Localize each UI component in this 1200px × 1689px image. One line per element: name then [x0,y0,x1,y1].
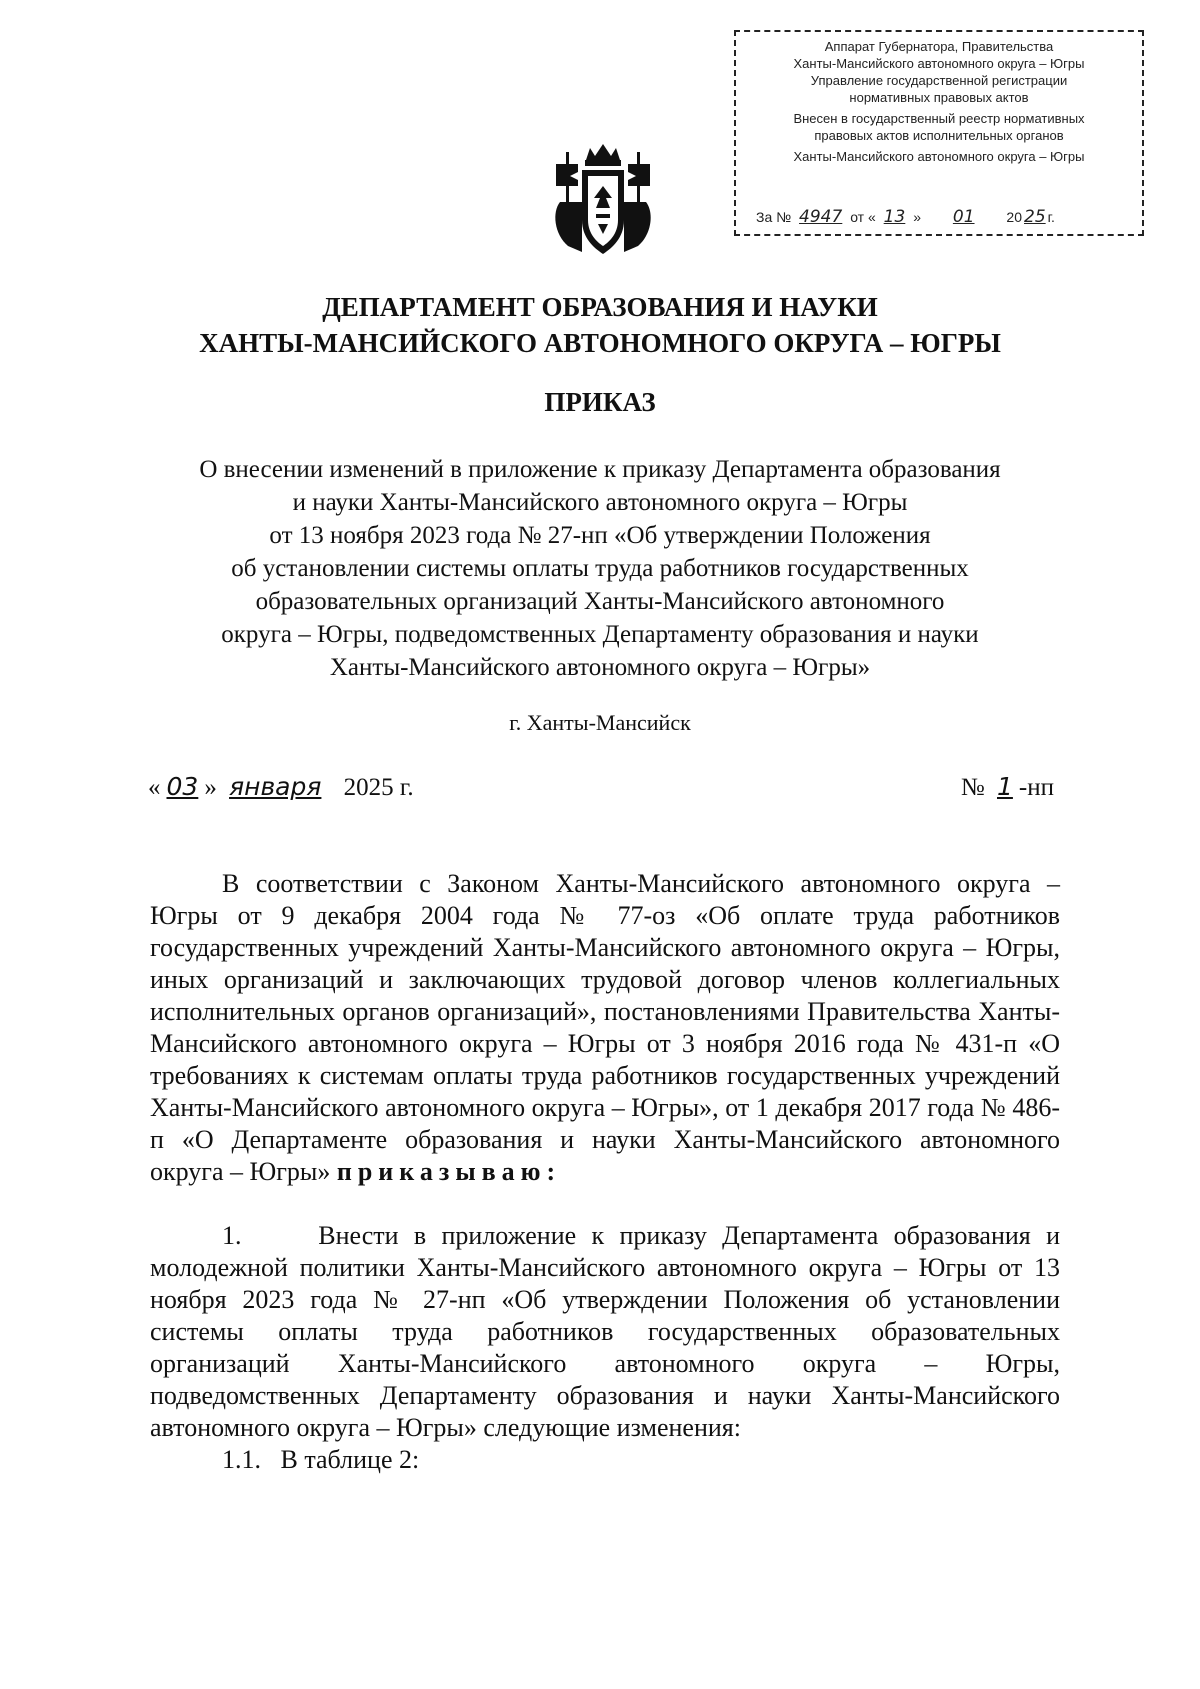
order-item-1: 1. Внести в приложение к приказу Департамента образования и молодежной политики Ханты-Мансийского автономного округа – Югры от 13 ноября 2023 года № 27-нп «Об утверждении Положения об установлении системы оплаты труда работников государственных образовательных организаций Ханты-Мансийского автономного округа – Югры, подведомственных Департаменту образования и науки Ханты-Мансийского автономного округа – Югры» следующие изменения: [150,1221,1060,1442]
preamble-text: В соответствии с Законом Ханты-Мансийского автономного округа – Югры от 9 декабря 2004 года № 77-оз «Об оплате труда работников государственных учреждений Ханты-Мансийского автономного округа – Югры, иных организаций и заключающих трудовой договор членов коллегиальных исполнительных органов организаций», постановлениями Правительства Ханты-Мансийского автономного округа – Югры от 3 ноября 2016 года № 431-п «О требованиях к системам оплаты труда работников государственных учреждений Ханты-Мансийского автономного округа – Югры», от 1 декабря 2017 года № 486-п «О Департаменте образования и науки Ханты-Мансийского автономного округа – Югры» [150,869,1060,1186]
number-value: 1 [997,772,1013,801]
subject-line: образовательных организаций Ханты-Мансийского автономного [255,588,945,615]
stamp-reg-prefix: За № [756,209,792,225]
subject-line: Ханты-Мансийского автономного округа – Югры» [329,654,871,681]
stamp-reg-number: 4947 [799,207,843,227]
order-colon: : [546,1157,556,1186]
stamp-line: Внесен в государственный реестр нормативных [793,111,1085,126]
stamp-line: нормативных правовых актов [849,90,1029,105]
stamp-line: Ханты-Мансийского автономного округа – Югры [793,56,1085,71]
date-month: января [229,772,322,801]
stamp-line: Управление государственной регистрации [810,73,1068,88]
date-day: 03 [166,772,199,801]
stamp-line: Аппарат Губернатора, Правительства [824,39,1054,54]
stamp-reg-year: 25 [1024,207,1046,227]
city: г. Ханты-Мансийск [509,710,691,735]
stamp-registration-row [756,209,1134,226]
subject-line: от 13 ноября 2023 года № 27-нп «Об утверждении Положения [269,522,931,549]
doc-type-title: ПРИКАЗ [544,387,656,417]
paragraph-gap [150,1188,1060,1220]
stamp-reg-month: 01 [952,207,975,227]
number-suffix: -нп [1018,774,1054,801]
stamp-reg-suffix: г. [1047,209,1055,225]
stamp-reg-day: 13 [883,207,906,227]
subject-line: об установлении системы оплаты труда работников государственных [231,555,969,582]
stamp-reg-year-prefix: 20 [1006,209,1022,225]
preamble-paragraph [150,868,1060,1188]
order-date [148,772,414,802]
stamp-reg-day-close: » [913,209,921,225]
order-word: приказываю [336,1157,547,1186]
stamp-reg-from: от « [850,209,876,225]
order-item-1-1: 1.1. В таблице 2: [222,1445,420,1474]
subject-line: округа – Югры, подведомственных Департаменту образования и науки [221,621,979,648]
department-name-line2: ХАНТЫ-МАНСИЙСКОГО АВТОНОМНОГО ОКРУГА – ЮГРЫ [199,328,1001,358]
stamp-line: правовых актов исполнительных органов [814,128,1064,143]
subject-line: О внесении изменений в приложение к приказу Департамента образования [199,456,1001,483]
stamp-line: Ханты-Мансийского автономного округа – Югры [793,149,1085,164]
registration-stamp [734,30,1144,236]
stamp-region [740,148,1138,165]
coat-of-arms-emblem [548,142,658,262]
order-subject [0,453,1200,684]
department-name-line1: ДЕПАРТАМЕНТ ОБРАЗОВАНИЯ И НАУКИ [322,292,878,322]
subject-line: и науки Ханты-Мансийского автономного округа – Югры [292,489,908,516]
number-prefix: № [960,774,985,801]
date-close-quote: » [204,774,217,801]
order-number [961,772,1054,802]
date-year: 2025 г. [343,774,414,801]
date-open-quote: « [148,774,161,801]
order-body [150,868,1060,1476]
stamp-authority [740,38,1138,106]
stamp-registry [740,110,1138,144]
